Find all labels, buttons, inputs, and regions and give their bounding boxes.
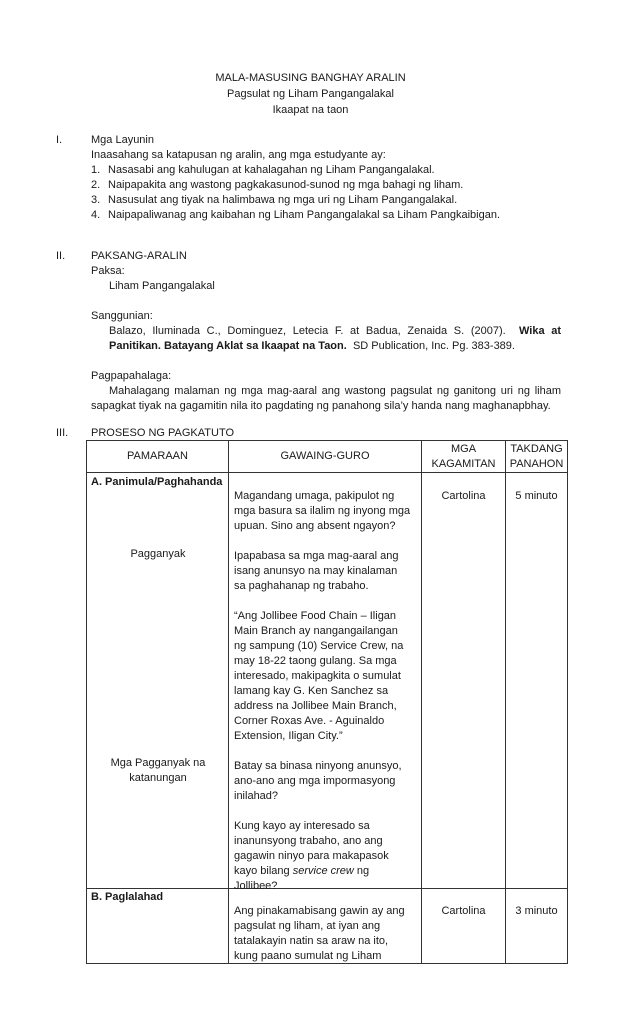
tanong2-line	[234, 864, 421, 879]
row-a-gawain	[229, 473, 422, 892]
objective-text: Nasasabi ang kahulugan at kahalagahan ng Liham Pangangalakal.	[108, 164, 435, 176]
quote-line: interesado, makipagkita o sumulat	[234, 670, 401, 682]
row-b-line: Ang pinakamabisang gawin ay ang	[234, 905, 405, 917]
ref-authors: Balazo, Iluminada C., Dominguez, Letecia F. at Badua, Zenaida S. (2007).	[109, 325, 506, 337]
row-a-panahon	[506, 473, 568, 889]
row-b-panahon	[506, 889, 568, 964]
process-table	[86, 440, 568, 964]
tanong2-pre: kayo bilang	[234, 865, 293, 877]
header-pamaraan: PAMARAAN	[87, 441, 229, 473]
objective-text: Naipapakita ang wastong pagkakasunod-sunod ng mga bahagi ng liham.	[108, 179, 464, 191]
section2-numeral: II.	[56, 250, 66, 262]
gawain-greeting-line: Magandang umaga, pakipulot ng	[234, 490, 395, 502]
row-b-line: tatalakayin natin sa araw na ito,	[234, 935, 389, 947]
quote-line: Extension, Iligan City.”	[234, 730, 343, 742]
quote-line: “Ang Jollibee Food Chain – Iligan	[234, 610, 397, 622]
gawain-greeting-line: upuan. Sino ang absent ngayon?	[234, 520, 396, 532]
doc-title: MALA-MASUSING BANGHAY ARALIN	[215, 72, 406, 84]
row-a-panahon-value: 5 minuto	[515, 490, 558, 502]
objective-text: Naipapaliwanag ang kaibahan ng Liham Pangangalakal sa Liham Pangkaibigan.	[108, 209, 501, 221]
tanong2-post: ng	[353, 865, 370, 877]
tanong-line: Batay sa binasa ninyong anunsyo,	[234, 760, 402, 772]
row-b-panahon-value: 3 minuto	[515, 905, 558, 917]
gawain-greeting-line: mga basura sa ilalim ng inyong mga	[234, 505, 411, 517]
header-kagamitan-line1: MGA	[450, 442, 477, 455]
objective-item	[91, 163, 541, 178]
quote-line: Corner Roxas Ave. - Aguinaldo	[234, 715, 385, 727]
row-b-line: kung paano sumulat ng Liham	[234, 950, 382, 962]
reference-citation	[109, 324, 561, 354]
row-a-pamaraan	[87, 473, 229, 889]
row-b-kagamitan-value: Cartolina	[441, 905, 486, 917]
quote-line: ng sampung (10) Service Crew, na	[234, 640, 404, 652]
ref-publisher: SD Publication, Inc. Pg. 383-389.	[352, 340, 515, 352]
section3-numeral: III.	[56, 427, 69, 439]
sanggunian-label: Sanggunian:	[91, 310, 153, 322]
objective-num: 4.	[91, 209, 101, 221]
objective-num: 1.	[91, 164, 101, 176]
gawain-anunsyo-line: Ipapabasa sa mga mag-aaral ang	[234, 550, 399, 562]
paksa-label: Paksa:	[91, 265, 125, 277]
gawain-anunsyo-line: sa paghahanap ng trabaho.	[234, 580, 369, 592]
row-a-label: A. Panimula/Paghahanda	[91, 476, 223, 488]
row-b-pamaraan	[87, 889, 229, 964]
header-kagamitan-line2: KAGAMITAN	[431, 457, 496, 470]
mga-pagganyak-line2: katanungan	[129, 772, 187, 784]
objective-num: 3.	[91, 194, 101, 206]
tanong2-line: gagawin ninyo para makapasok	[234, 850, 389, 862]
row-b-kagamitan	[422, 889, 506, 964]
table-row	[87, 473, 568, 889]
tanong2-line: inanunsyong trabaho, ano ang	[234, 835, 383, 847]
quote-line: lamang kay G. Ken Sanchez sa	[234, 685, 389, 697]
pagpapahalaga-text: Mahalagang malaman ng mga mag-aaral ang wastong pagsulat ng ganitong uri ng liham sapagkat tiyak na gagamitin nila ito pagdating ng panahong sila’y handa nang maghanapbhay.	[91, 385, 561, 412]
objective-item	[91, 193, 541, 208]
tanong-line: ano-ano ang mga impormasyong	[234, 775, 396, 787]
row-b-line: pagsulat ng liham, at iyan ang	[234, 920, 381, 932]
section1-intro: Inaasahang sa katapusan ng aralin, ang mga estudyante ay:	[91, 149, 386, 161]
section1-heading: Mga Layunin	[91, 134, 154, 146]
doc-grade: Ikaapat na taon	[272, 104, 349, 116]
section1-numeral: I.	[56, 134, 63, 146]
tanong2-line: Jollibee?	[234, 880, 278, 892]
row-b-gawain	[229, 889, 422, 964]
tanong2-em: service crew	[292, 865, 354, 877]
row-a-kagamitan	[422, 473, 506, 889]
table-row	[87, 889, 568, 964]
quote-line: address na Jollibee Main Branch,	[234, 700, 397, 712]
header-panahon-line1: TAKDANG	[510, 442, 563, 455]
mga-pagganyak-label	[87, 756, 229, 786]
objectives-list	[91, 163, 541, 223]
quote-line: Main Branch ay nangangailangan	[234, 625, 398, 637]
ref-title: Wika at Panitikan. Batayang Aklat sa Ikaapat na Taon.	[109, 325, 561, 352]
row-b-label: B. Paglalahad	[91, 891, 164, 903]
doc-subtitle: Pagsulat ng Liham Pangangalakal	[227, 88, 394, 100]
header-gawain: GAWAING-GURO	[229, 441, 422, 473]
quote-line: may 18-22 taong gulang. Sa mga	[234, 655, 397, 667]
pagpapahalaga-label: Pagpapahalaga:	[91, 370, 172, 382]
header-panahon-line2: PANAHON	[509, 457, 564, 470]
tanong-line: inilahad?	[234, 790, 279, 802]
objective-item	[91, 208, 541, 223]
gawain-anunsyo-line: isang anunsyo na may kinalaman	[234, 565, 398, 577]
mga-pagganyak-line1: Mga Pagganyak na	[110, 757, 206, 769]
paksa-value: Liham Pangangalakal	[109, 280, 215, 292]
objective-text: Nasusulat ang tiyak na halimbawa ng mga uri ng Liham Pangangalakal.	[108, 194, 458, 206]
table-header-row	[87, 441, 568, 473]
header-panahon	[506, 441, 568, 473]
section2-heading: PAKSANG-ARALIN	[91, 250, 187, 262]
header-kagamitan	[422, 441, 506, 473]
objective-item	[91, 178, 541, 193]
row-a-kagamitan-value: Cartolina	[441, 490, 486, 502]
objective-num: 2.	[91, 179, 101, 191]
tanong2-line: Kung kayo ay interesado sa	[234, 820, 370, 832]
section3-heading: PROSESO NG PAGKATUTO	[91, 427, 235, 439]
pagganyak-label: Pagganyak	[130, 548, 186, 560]
